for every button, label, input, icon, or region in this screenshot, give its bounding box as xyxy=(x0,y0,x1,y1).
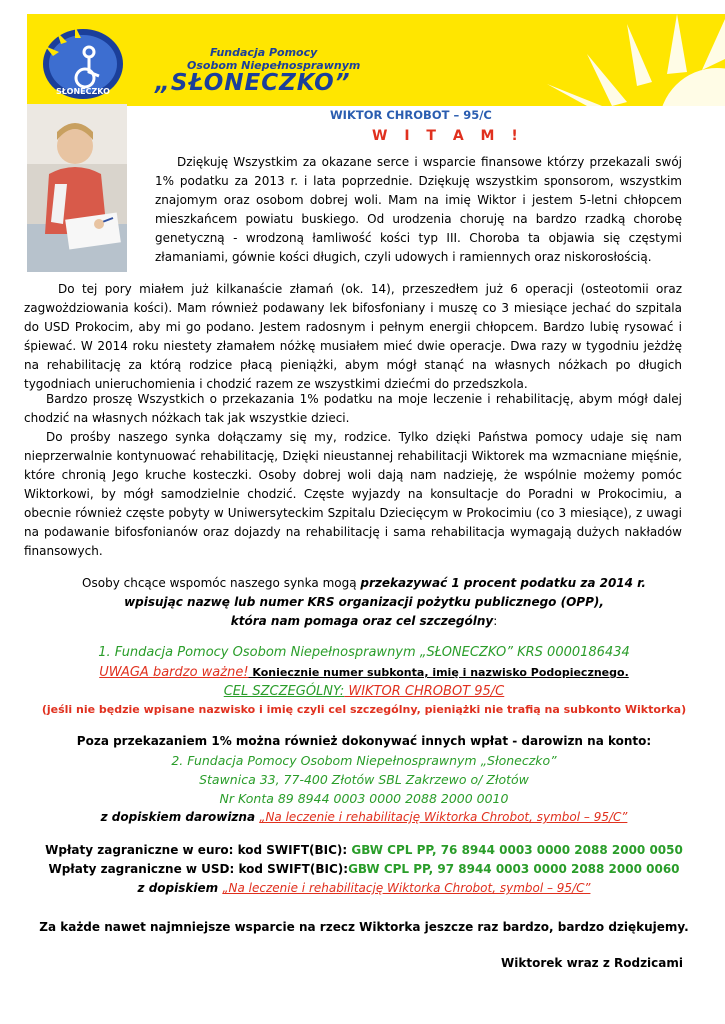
appeal-line1 xyxy=(14,576,714,590)
cel-label: CEL SZCZEGÓLNY: xyxy=(223,684,345,699)
thanks-line: Za każde nawet najmniejsze wsparcie na rzecz Wiktorka jeszcze raz bardzo, bardzo dziękujemy. xyxy=(39,920,689,934)
org-name: „SŁONECZKO” xyxy=(155,70,351,96)
greeting: W I T A M ! xyxy=(372,128,524,144)
donation-dopisek xyxy=(14,810,714,824)
appeal-l3: która nam pomaga oraz cel szczególny xyxy=(230,614,494,628)
cel-note: (jeśli nie będzie wpisane nazwisko i imię czyli cel szczególny, pieniążki nie trafią na subkonto Wiktorka) xyxy=(41,703,687,716)
warning-label: UWAGA bardzo ważne! xyxy=(99,665,249,680)
foreign-dopisek-label: z dopiskiem xyxy=(137,881,223,895)
header-banner xyxy=(27,14,725,106)
krs-line: 1. Fundacja Pomocy Osobom Niepełnosprawnym „SŁONECZKO” KRS 0000186434 xyxy=(98,645,630,660)
signature: Wiktorek wraz z Rodzicami xyxy=(501,956,683,970)
paragraph-intro xyxy=(155,153,682,267)
foreign-eur-value: GBW CPL PP, 76 8944 0003 0000 2088 2000 0050 xyxy=(351,843,683,857)
org-line1: Fundacja Pomocy xyxy=(210,46,318,59)
foreign-eur-label: Wpłaty zagraniczne w euro: kod SWIFT(BIC): xyxy=(45,843,352,857)
cel-value: WIKTOR CHROBOT 95/C xyxy=(344,684,505,699)
appeal-l1a: Osoby chcące wspomóc naszego synka mogą xyxy=(82,576,361,590)
donation-address: Stawnica 33, 77-400 Złotów SBL Zakrzewo o/ Złotów xyxy=(199,772,529,787)
paragraph-request xyxy=(24,390,682,428)
foreign-usd-value: GBW CPL PP, 97 8944 0003 0000 2088 2000 0060 xyxy=(348,862,680,876)
paragraph-intro-text: Dziękuję Wszystkim za okazane serce i wsparcie finansowe którzy przekazali swój 1% podatku za 2013 r. i lata poprzednie. Dziękuję wszystkim sponsorom, wszystkim znajomym oraz osobom dobrej woli. Mam na imię Wiktor i jestem 5-letni chłopcem mieszkańcem powiatu buskiego. Od urodzenia choruję na bardzo rzadką chorobę genetyczną - wrodzoną łamliwość kości typ III. Choroba ta objawia się częstymi złamaniami, gównie kości długich, czyli udowych i ramiennych oraz niskorosłością. xyxy=(155,155,682,264)
appeal-l1b: przekazywać 1 procent podatku za 2014 r. xyxy=(360,576,646,590)
donation-intro: Poza przekazaniem 1% można również dokonywać innych wpłat - darowizn na konto: xyxy=(76,734,652,748)
appeal-line3 xyxy=(14,614,714,628)
foreign-usd-label: Wpłaty zagraniczne w USD: kod SWIFT(BIC): xyxy=(48,862,349,876)
warning-line xyxy=(14,665,714,680)
foundation-logo xyxy=(39,26,127,102)
page-title: WIKTOR CHROBOT – 95/C xyxy=(330,108,492,122)
appeal-line2: wpisując nazwę lub numer KRS organizacji pożytku publicznego (OPP), xyxy=(124,595,604,609)
child-photo xyxy=(27,104,127,272)
sun-rays-graphic xyxy=(27,14,725,106)
warning-note: Koniecznie numer subkonta, imię i nazwisko Podopiecznego. xyxy=(248,666,629,679)
paragraph-history-text: Do tej pory miałem już kilkanaście złamań (ok. 14), przeszedłem już 6 operacji (osteotomii oraz zagwożdziowania kości). Mam również podawany lek bifosfoniany i muszę co 3 miesiące jechać do szpitala do USD Prokocim, aby mi go podano. Jestem radosnym i pełnym energii chłopcem. Bardzo lubię rysować i śpiewać. W 2014 roku niestety złamałem nóżkę musiałem mieć dwie operacje. Dwa razy w tygodniu jeżdżę na rehabilitację za którą rodzice płacą pieniążki, abym mógł stanąć na własnych nóżkach po długich tygodniach unieruchomienia i chodzić razem ze wszystkimi dziećmi do przedszkola. xyxy=(24,282,682,391)
donation-dopisek-label: z dopiskiem darowizna xyxy=(100,810,260,824)
donation-account: Nr Konta 89 8944 0003 0000 2088 2000 0010 xyxy=(219,791,509,806)
cel-line xyxy=(14,684,714,699)
foreign-usd xyxy=(14,862,714,876)
paragraph-request-text: Bardzo proszę Wszystkich o przekazania 1% podatku na moje leczenie i rehabilitację, abym mógł dalej chodzić na własnych nóżkach tak jak wszystkie dzieci. xyxy=(24,392,682,425)
foreign-dopisek xyxy=(14,881,714,895)
paragraph-parents xyxy=(24,428,682,561)
paragraph-parents-text: Do prośby naszego synka dołączamy się my, rodzice. Tylko dzięki Państwa pomocy udaje się nam nieprzerwalnie kontynuować rehabilitację, Dzięki nieustannej rehabilitacji Wiktorek ma wzmacniane mięśnie, które chronią Jego kruche kosteczki. Osoby dobrej woli dają nam nadzieję, że wspólnie możemy pomóc Wiktorkowi, by mógł samodzielnie chodzić. Częste wyjazdy na konsultacje do Poradni w Prokocimiu, a obecnie również częste pobyty w Uniwersyteckim Szpitalu Dziecięcym w Prokocimiu (co 3 miesiące), z uwagi na podawanie bifosfonianów oraz dojazdy na rehabilitację i sama rehabilitacja wymagają dużych nakładów finansowych. xyxy=(24,430,682,558)
donation-org: 2. Fundacja Pomocy Osobom Niepełnosprawnym „Słoneczko” xyxy=(171,753,557,768)
appeal-l3-colon: : xyxy=(493,614,498,628)
foreign-dopisek-value: „Na leczenie i rehabilitację Wiktorka Chrobot, symbol – 95/C” xyxy=(222,881,591,895)
logo-text: SŁONECZKO xyxy=(56,87,110,96)
paragraph-history xyxy=(24,280,682,394)
donation-dopisek-value: „Na leczenie i rehabilitację Wiktorka Chrobot, symbol – 95/C” xyxy=(259,810,628,824)
org-line2: Osobom Niepełnosprawnym xyxy=(187,59,361,72)
foreign-eur xyxy=(14,843,714,857)
